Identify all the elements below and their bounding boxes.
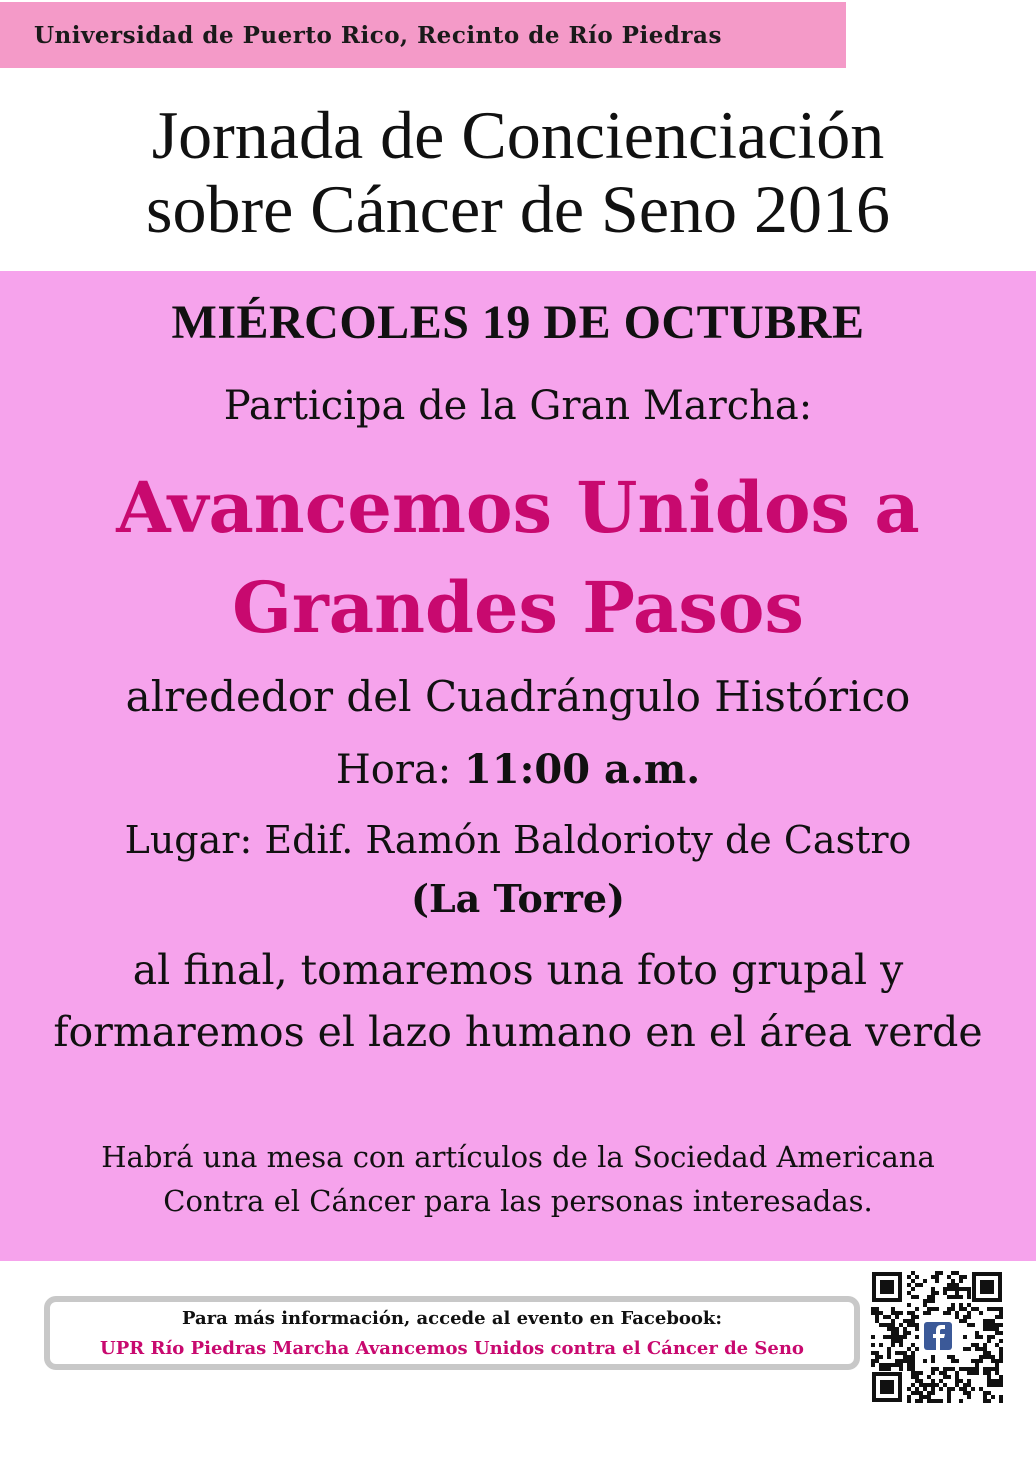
university-banner [0,2,846,68]
info-table-line-1: Habrá una mesa con artículos de la Sociedad Americana [101,1140,935,1174]
march-route: alrededor del Cuadrángulo Histórico [125,672,911,721]
event-place-nickname: (La Torre) [410,876,625,921]
title-line-2: sobre Cáncer de Seno 2016 [145,171,890,247]
qr-code-icon[interactable] [870,1270,1004,1404]
march-name-line-2: Grandes Pasos [232,566,804,649]
event-place: Lugar: Edif. Ramón Baldorioty de Castro [124,818,912,862]
title-line-1: Jornada de Concienciación [151,97,885,173]
facebook-info-box [44,1296,860,1370]
time-label: Hora: [335,747,452,793]
poster-title [0,98,1036,246]
closing-line-2: formaremos el lazo humano en el área verde [53,1008,983,1056]
time-value: 11:00 a.m. [464,746,701,793]
march-name [0,458,1036,658]
facebook-icon [924,1322,952,1350]
facebook-info-label: Para más información, accede al evento en Facebook: [181,1308,723,1329]
university-name: Universidad de Puerto Rico, Recinto de Río Piedras [34,21,722,49]
closing-line-1: al final, tomaremos una foto grupal y [132,946,904,994]
march-intro: Participa de la Gran Marcha: [223,383,813,429]
info-table-line-2: Contra el Cáncer para las personas interesadas. [163,1184,873,1218]
event-date: MIÉRCOLES 19 DE OCTUBRE [171,296,865,349]
facebook-event-link[interactable]: UPR Río Piedras Marcha Avancemos Unidos contra el Cáncer de Seno [100,1338,804,1359]
march-name-line-1: Avancemos Unidos a [116,466,920,549]
event-time [0,746,1036,793]
